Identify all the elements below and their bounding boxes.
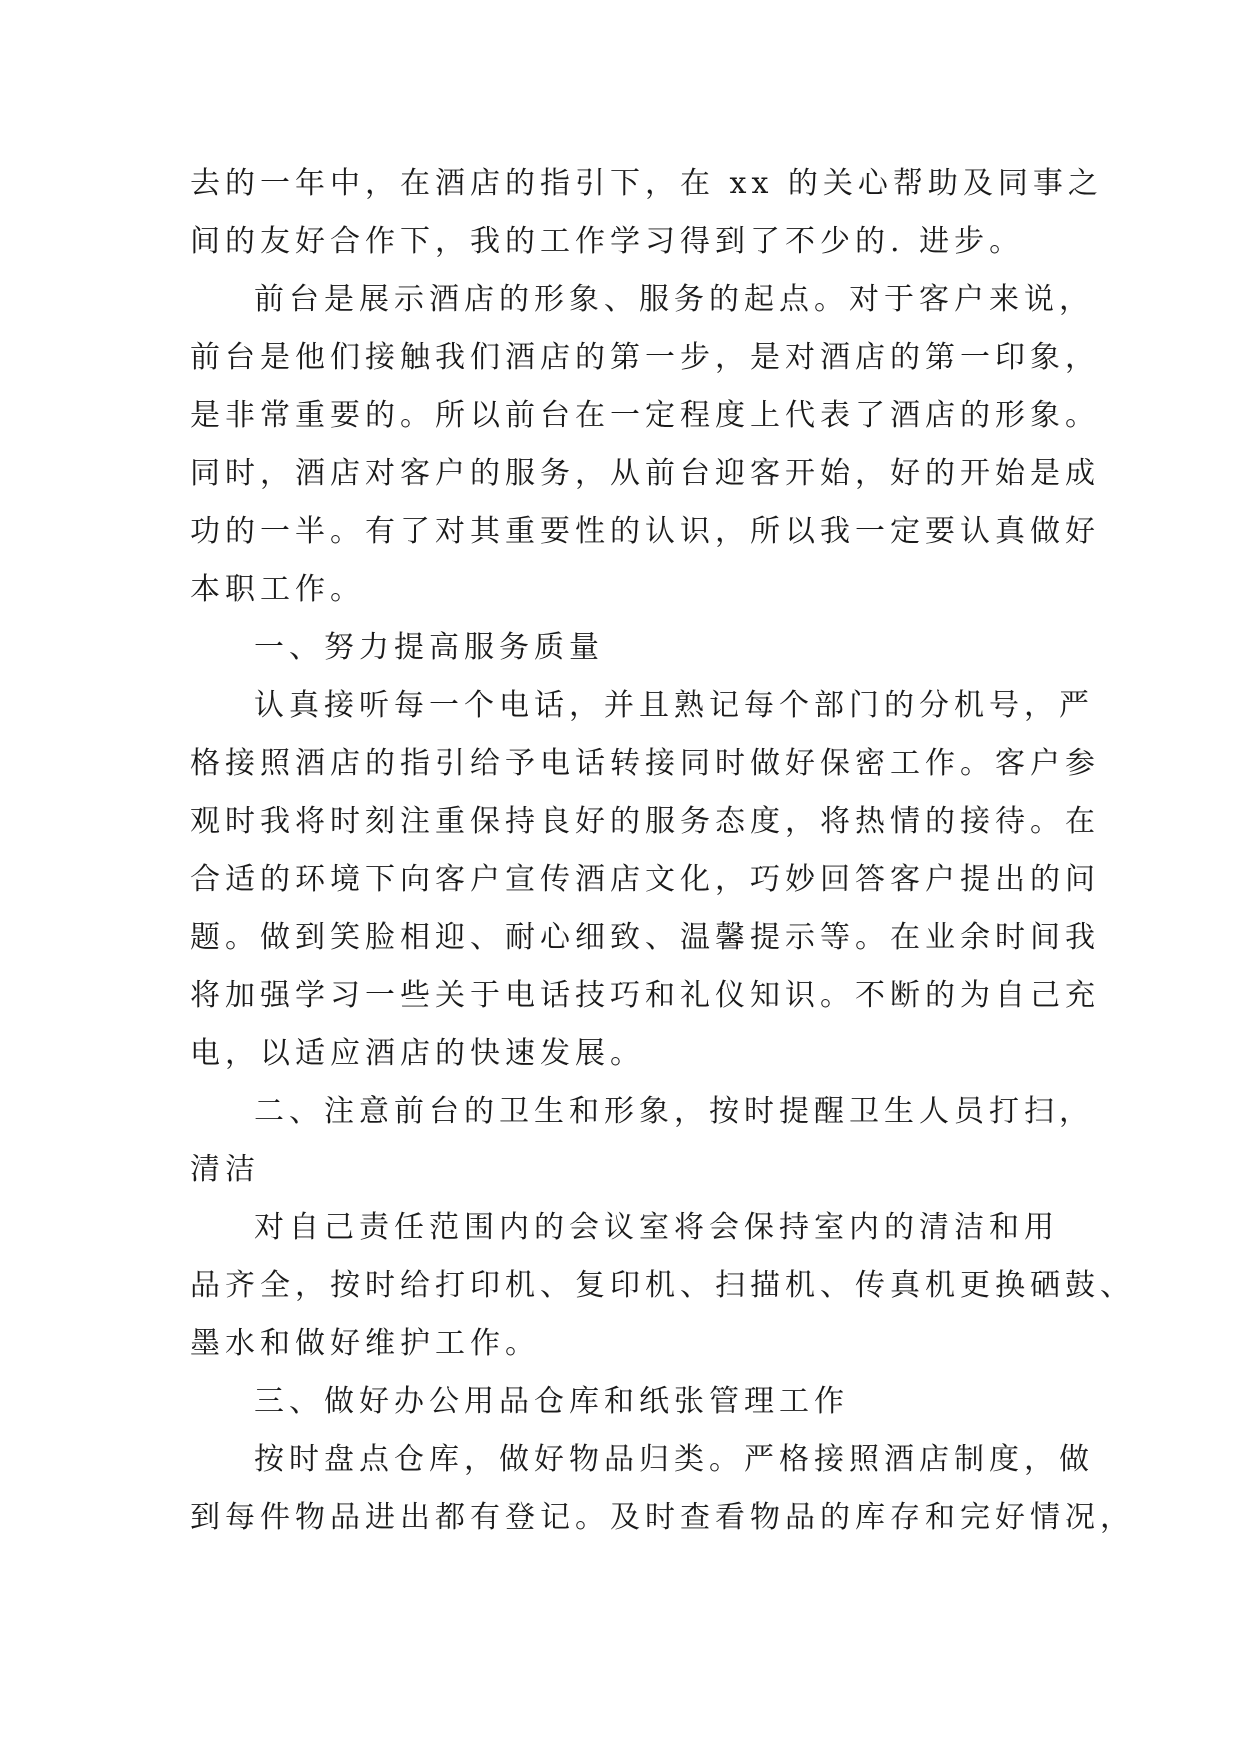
paragraph-start-line: 一、努力提高服务质量 — [254, 630, 604, 665]
text-line: 将加强学习一些关于电话技巧和礼仪知识。不断的为自己充 — [190, 978, 1100, 1013]
text-line: 到每件物品进出都有登记。及时查看物品的库存和完好情况， — [190, 1500, 1135, 1535]
text-line: 清洁 — [190, 1152, 260, 1187]
paragraph-start-line: 三、做好办公用品仓库和纸张管理工作 — [254, 1384, 849, 1419]
text-line: 品齐全，按时给打印机、复印机、扫描机、传真机更换硒鼓、 — [190, 1268, 1135, 1303]
text-line: 墨水和做好维护工作。 — [190, 1326, 540, 1361]
paragraph-start-line: 按时盘点仓库，做好物品归类。严格接照酒店制度，做 — [254, 1442, 1094, 1477]
text-line: 是非常重要的。所以前台在一定程度上代表了酒店的形象。 — [190, 398, 1100, 433]
paragraph-start-line: 对自己责任范围内的会议室将会保持室内的清洁和用 — [254, 1210, 1059, 1245]
paragraph-start-line: 前台是展示酒店的形象、服务的起点。对于客户来说， — [254, 282, 1094, 317]
text-line: 间的友好合作下，我的工作学习得到了不少的. 进步。 — [190, 224, 1025, 259]
text-line: 观时我将时刻注重保持良好的服务态度，将热情的接待。在 — [190, 804, 1100, 839]
text-line: 合适的环境下向客户宣传酒店文化，巧妙回答客户提出的问 — [190, 862, 1100, 897]
text-line: 去的一年中，在酒店的指引下，在 xx 的关心帮助及同事之 — [190, 166, 1103, 201]
paragraph-start-line: 认真接听每一个电话，并且熟记每个部门的分机号，严 — [254, 688, 1094, 723]
paragraph-start-line: 二、注意前台的卫生和形象，按时提醒卫生人员打扫， — [254, 1094, 1094, 1129]
text-line: 同时，酒店对客户的服务，从前台迎客开始，好的开始是成 — [190, 456, 1100, 491]
text-line: 题。做到笑脸相迎、耐心细致、温馨提示等。在业余时间我 — [190, 920, 1100, 955]
text-line: 前台是他们接触我们酒店的第一步，是对酒店的第一印象， — [190, 340, 1100, 375]
text-line: 电，以适应酒店的快速发展。 — [190, 1036, 645, 1071]
text-line: 功的一半。有了对其重要性的认识，所以我一定要认真做好 — [190, 514, 1100, 549]
document-body — [190, 155, 1135, 1547]
text-line: 本职工作。 — [190, 572, 365, 607]
text-line: 格接照酒店的指引给予电话转接同时做好保密工作。客户参 — [190, 746, 1100, 781]
